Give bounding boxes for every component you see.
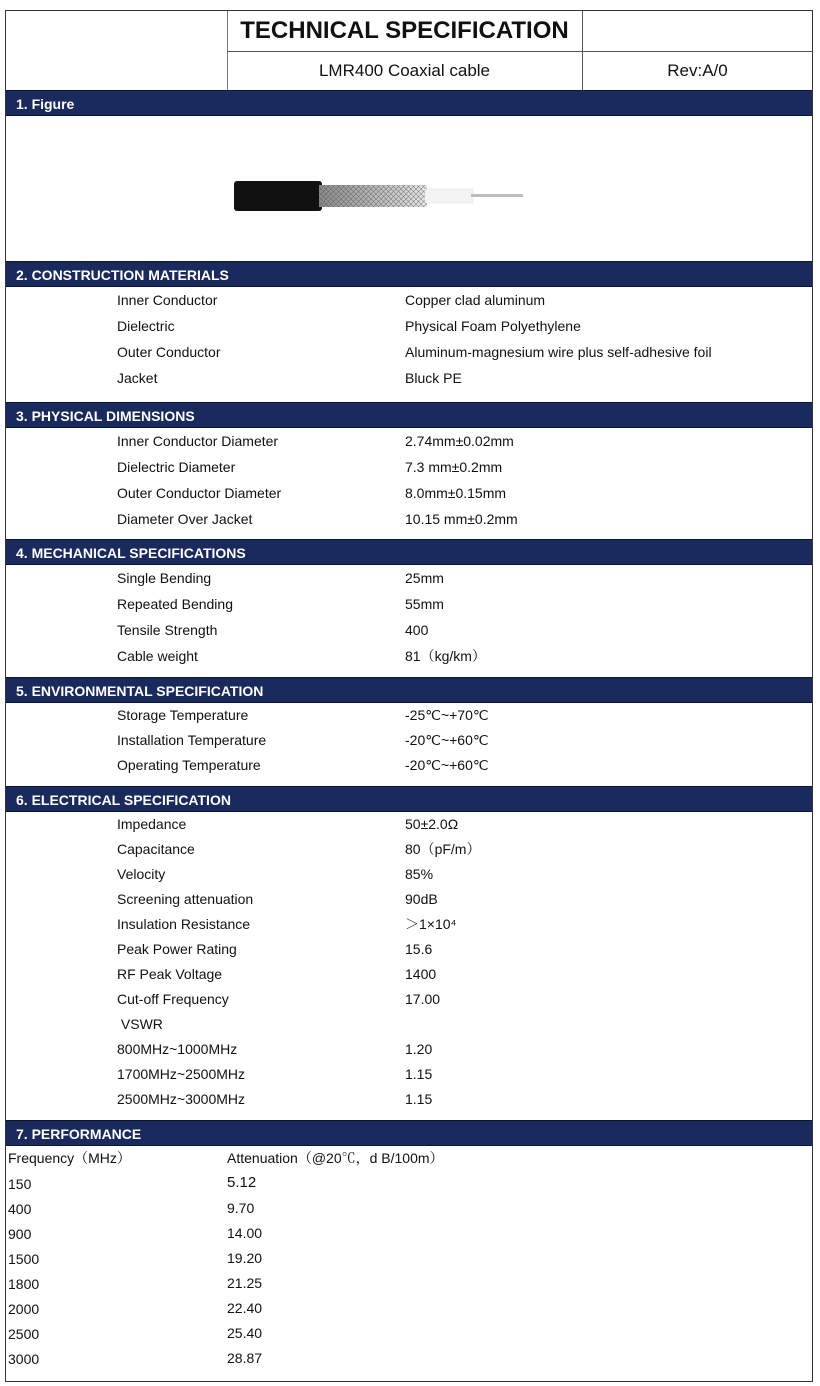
environmental-value: -20℃~+60℃	[405, 757, 489, 773]
mechanical-value: 25mm	[405, 570, 444, 586]
electrical-label: Velocity	[117, 866, 166, 882]
physical-value: 10.15 mm±0.2mm	[405, 511, 518, 527]
mechanical-value: 81（kg/km）	[405, 648, 486, 664]
physical-label: Outer Conductor Diameter	[117, 485, 282, 501]
performance-frequency-header: Frequency（MHz）	[8, 1150, 131, 1166]
performance-attenuation-header: Attenuation（@20℃，d B/100m）	[227, 1150, 444, 1166]
environmental-value: -25℃~+70℃	[405, 707, 489, 723]
electrical-value: 15.6	[405, 941, 433, 957]
physical-value: 7.3 mm±0.2mm	[405, 459, 503, 475]
electrical-value: 1.15	[405, 1066, 433, 1082]
electrical-label: Cut-off Frequency	[117, 991, 229, 1007]
physical-label: Dielectric Diameter	[117, 459, 236, 475]
electrical-label: 2500MHz~3000MHz	[117, 1091, 246, 1107]
electrical-label: Peak Power Rating	[117, 941, 237, 957]
construction-value: Copper clad aluminum	[405, 292, 546, 308]
construction-value: Bluck PE	[405, 370, 462, 386]
electrical-value: 50±2.0Ω	[405, 816, 459, 832]
electrical-label: 1700MHz~2500MHz	[117, 1066, 246, 1082]
electrical-value: 1400	[405, 966, 437, 982]
section-mechanical-heading: 4. MECHANICAL SPECIFICATIONS	[6, 539, 812, 565]
environmental-label: Storage Temperature	[117, 707, 249, 723]
performance-frequency: 900	[8, 1226, 32, 1242]
performance-attenuation: 19.20	[227, 1250, 263, 1266]
section-environmental-heading: 5. ENVIRONMENTAL SPECIFICATION	[6, 677, 812, 703]
section-electrical-heading: 6. ELECTRICAL SPECIFICATION	[6, 786, 812, 812]
section-performance-heading: 7. PERFORMANCE	[6, 1120, 812, 1146]
performance-attenuation: 21.25	[227, 1275, 263, 1291]
revision-label: Rev:A/0	[667, 61, 728, 80]
coaxial-cable-illustration	[231, 179, 531, 215]
construction-label: Outer Conductor	[117, 344, 221, 360]
construction-label: Jacket	[117, 370, 158, 386]
electrical-label: Capacitance	[117, 841, 195, 857]
performance-attenuation: 5.12	[227, 1174, 257, 1191]
electrical-label: Impedance	[117, 816, 187, 832]
section-figure-heading: 1. Figure	[6, 90, 812, 116]
performance-frequency: 400	[8, 1201, 32, 1217]
environmental-label: Operating Temperature	[117, 757, 261, 773]
performance-frequency: 3000	[8, 1351, 40, 1367]
construction-label: Inner Conductor	[117, 292, 218, 308]
physical-value: 2.74mm±0.02mm	[405, 433, 514, 449]
performance-attenuation: 14.00	[227, 1225, 263, 1241]
performance-frequency: 150	[8, 1176, 32, 1192]
mechanical-value: 400	[405, 622, 429, 638]
electrical-label: RF Peak Voltage	[117, 966, 223, 982]
mechanical-label: Tensile Strength	[117, 622, 218, 638]
electrical-label: VSWR	[117, 1016, 163, 1032]
mechanical-label: Single Bending	[117, 570, 212, 586]
electrical-value: 1.20	[405, 1041, 433, 1057]
performance-frequency: 2500	[8, 1326, 40, 1342]
performance-attenuation: 28.87	[227, 1350, 263, 1366]
performance-attenuation: 22.40	[227, 1300, 263, 1316]
performance-attenuation: 9.70	[227, 1200, 255, 1216]
physical-label: Inner Conductor Diameter	[117, 433, 279, 449]
mechanical-label: Cable weight	[117, 648, 198, 664]
section-physical-heading: 3. PHYSICAL DIMENSIONS	[6, 402, 812, 428]
construction-value: Physical Foam Polyethylene	[405, 318, 581, 334]
performance-frequency: 2000	[8, 1301, 40, 1317]
electrical-value: 80（pF/m）	[405, 841, 481, 857]
electrical-value: ＞1×10⁴	[405, 916, 457, 932]
electrical-value: 17.00	[405, 991, 441, 1007]
physical-label: Diameter Over Jacket	[117, 511, 253, 527]
environmental-value: -20℃~+60℃	[405, 732, 489, 748]
environmental-label: Installation Temperature	[117, 732, 267, 748]
construction-label: Dielectric	[117, 318, 175, 334]
construction-value: Aluminum-magnesium wire plus self-adhesive foil	[405, 344, 712, 360]
electrical-value: 85%	[405, 866, 434, 882]
electrical-label: Insulation Resistance	[117, 916, 251, 932]
mechanical-value: 55mm	[405, 596, 444, 612]
performance-frequency: 1500	[8, 1251, 40, 1267]
electrical-value: 1.15	[405, 1091, 433, 1107]
mechanical-label: Repeated Bending	[117, 596, 233, 612]
performance-attenuation: 25.40	[227, 1325, 263, 1341]
performance-frequency: 1800	[8, 1276, 40, 1292]
electrical-value: 90dB	[405, 891, 438, 907]
electrical-label: Screening attenuation	[117, 891, 254, 907]
physical-value: 8.0mm±0.15mm	[405, 485, 507, 501]
electrical-label: 800MHz~1000MHz	[117, 1041, 238, 1057]
document-title: TECHNICAL SPECIFICATION	[240, 17, 569, 44]
spec-sheet	[5, 10, 813, 1382]
product-name: LMR400 Coaxial cable	[318, 61, 491, 80]
section-construction-heading: 2. CONSTRUCTION MATERIALS	[6, 261, 812, 287]
